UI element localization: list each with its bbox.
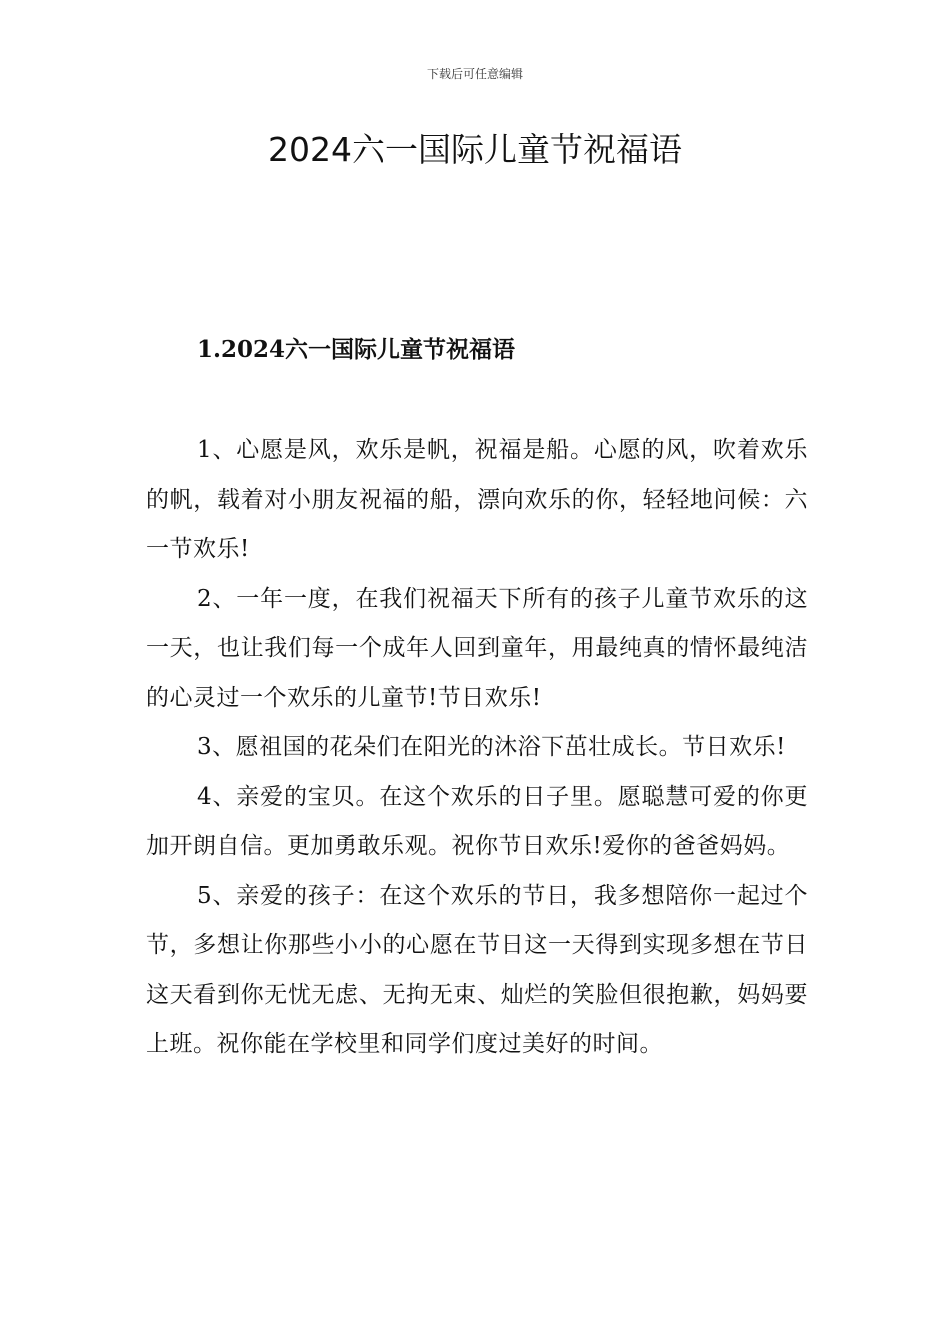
- document-body: [146, 426, 808, 1070]
- paragraph: 4、亲爱的宝贝。在这个欢乐的日子里。愿聪慧可爱的你更加开朗自信。更加勇敢乐观。祝你节日欢乐!爱你的爸爸妈妈。: [146, 783, 808, 859]
- header-note: 下载后可任意编辑: [426, 67, 523, 81]
- paragraph: 3、愿祖国的花朵们在阳光的沐浴下茁壮成长。节日欢乐!: [197, 734, 786, 760]
- paragraph: 1、心愿是风，欢乐是帆，祝福是船。心愿的风，吹着欢乐的帆，载着对小朋友祝福的船，漂向欢乐的你，轻轻地问候：六一节欢乐!: [146, 437, 808, 562]
- paragraph: 2、一年一度，在我们祝福天下所有的孩子儿童节欢乐的这一天，也让我们每一个成年人回到童年，用最纯真的情怀最纯洁的心灵过一个欢乐的儿童节!节日欢乐!: [146, 585, 808, 711]
- paragraph: 5、亲爱的孩子：在这个欢乐的节日，我多想陪你一起过个节，多想让你那些小小的心愿在节日这一天得到实现多想在节日这天看到你无忧无虑、无拘无束、灿烂的笑脸但很抱歉，妈妈要上班。祝你能在学校里和同学们度过美好的时间。: [146, 882, 808, 1057]
- section-heading: 1.2024六一国际儿童节祝福语: [197, 336, 516, 363]
- document-title: 2024六一国际儿童节祝福语: [268, 130, 682, 169]
